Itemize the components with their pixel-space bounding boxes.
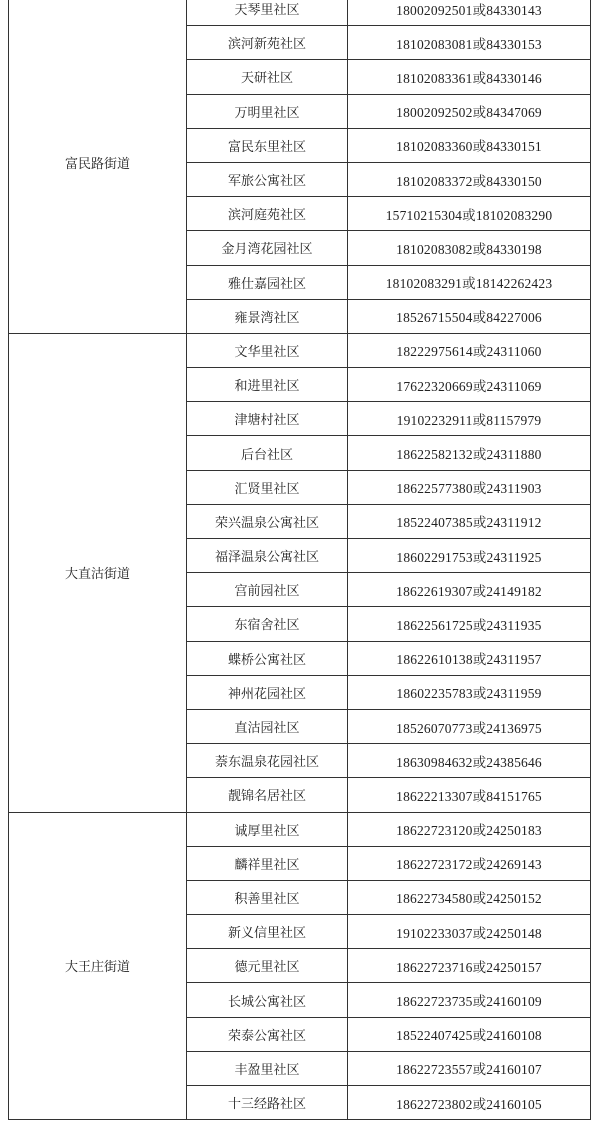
community-name-cell: 荣泰公寓社区: [187, 1017, 348, 1051]
phone-cell: 19102232911或81157979: [348, 402, 591, 436]
community-name-cell: 萘东温泉花园社区: [187, 744, 348, 778]
community-name-cell: 津塘村社区: [187, 402, 348, 436]
phone-cell: 18102083082或84330198: [348, 231, 591, 265]
community-name-cell: 福泽温泉公寓社区: [187, 539, 348, 573]
phone-cell: 18630984632或24385646: [348, 744, 591, 778]
phone-cell: 18526070773或24136975: [348, 709, 591, 743]
community-name-cell: 军旅公寓社区: [187, 162, 348, 196]
phone-cell: 18622723172或24269143: [348, 846, 591, 880]
community-name-cell: 天琴里社区: [187, 0, 348, 26]
phone-cell: 18222975614或24311060: [348, 333, 591, 367]
phone-cell: 18622723802或24160105: [348, 1086, 591, 1120]
community-name-cell: 麟祥里社区: [187, 846, 348, 880]
community-name-cell: 直沽园社区: [187, 709, 348, 743]
phone-cell: 18622213307或84151765: [348, 778, 591, 812]
phone-cell: 18622577380或24311903: [348, 470, 591, 504]
phone-cell: 18102083360或84330151: [348, 128, 591, 162]
phone-cell: 18602235783或24311959: [348, 675, 591, 709]
table-row: [9, 812, 591, 846]
phone-cell: 18522407385或24311912: [348, 504, 591, 538]
phone-cell: 18622619307或24149182: [348, 573, 591, 607]
community-name-cell: 雍景湾社区: [187, 299, 348, 333]
phone-cell: 18522407425或24160108: [348, 1017, 591, 1051]
phone-cell: 18622582132或24311880: [348, 436, 591, 470]
phone-cell: 18622610138或24311957: [348, 641, 591, 675]
community-name-cell: 十三经路社区: [187, 1086, 348, 1120]
table-row: [9, 333, 591, 367]
phone-cell: 18622734580或24250152: [348, 880, 591, 914]
community-name-cell: 滨河庭苑社区: [187, 197, 348, 231]
community-name-cell: 蝶桥公寓社区: [187, 641, 348, 675]
phone-cell: 18002092501或84330143: [348, 0, 591, 26]
community-name-cell: 万明里社区: [187, 94, 348, 128]
table-body: [9, 0, 591, 1120]
phone-cell: 18102083081或84330153: [348, 26, 591, 60]
community-name-cell: 神州花园社区: [187, 675, 348, 709]
community-name-cell: 东宿舍社区: [187, 607, 348, 641]
community-name-cell: 德元里社区: [187, 949, 348, 983]
community-name-cell: 后台社区: [187, 436, 348, 470]
community-name-cell: 滨河新苑社区: [187, 26, 348, 60]
community-name-cell: 荣兴温泉公寓社区: [187, 504, 348, 538]
phone-cell: 18622723557或24160107: [348, 1051, 591, 1085]
community-name-cell: 诚厚里社区: [187, 812, 348, 846]
phone-cell: 18622723716或24250157: [348, 949, 591, 983]
phone-cell: 18622561725或24311935: [348, 607, 591, 641]
community-name-cell: 长城公寓社区: [187, 983, 348, 1017]
community-name-cell: 和进里社区: [187, 368, 348, 402]
community-name-cell: 新义信里社区: [187, 915, 348, 949]
table-row: [9, 0, 591, 26]
community-name-cell: 雅仕嘉园社区: [187, 265, 348, 299]
community-name-cell: 富民东里社区: [187, 128, 348, 162]
phone-cell: 18622723120或24250183: [348, 812, 591, 846]
community-name-cell: 宫前园社区: [187, 573, 348, 607]
phone-cell: 18102083361或84330146: [348, 60, 591, 94]
phone-cell: 17622320669或24311069: [348, 368, 591, 402]
phone-cell: 15710215304或18102083290: [348, 197, 591, 231]
community-contact-table-container: [8, 0, 591, 1120]
street-cell: 大王庄街道: [9, 812, 187, 1120]
community-name-cell: 丰盈里社区: [187, 1051, 348, 1085]
phone-cell: 18526715504或84227006: [348, 299, 591, 333]
community-name-cell: 金月湾花园社区: [187, 231, 348, 265]
community-name-cell: 文华里社区: [187, 333, 348, 367]
community-name-cell: 天研社区: [187, 60, 348, 94]
phone-cell: 18002092502或84347069: [348, 94, 591, 128]
street-cell: 富民路街道: [9, 0, 187, 333]
street-cell: 大直沽街道: [9, 333, 187, 812]
phone-cell: 19102233037或24250148: [348, 915, 591, 949]
phone-cell: 18102083291或18142262423: [348, 265, 591, 299]
community-name-cell: 汇贤里社区: [187, 470, 348, 504]
phone-cell: 18602291753或24311925: [348, 539, 591, 573]
phone-cell: 18102083372或84330150: [348, 162, 591, 196]
community-name-cell: 靓锦名居社区: [187, 778, 348, 812]
phone-cell: 18622723735或24160109: [348, 983, 591, 1017]
community-name-cell: 积善里社区: [187, 880, 348, 914]
community-contact-table: [8, 0, 591, 1120]
